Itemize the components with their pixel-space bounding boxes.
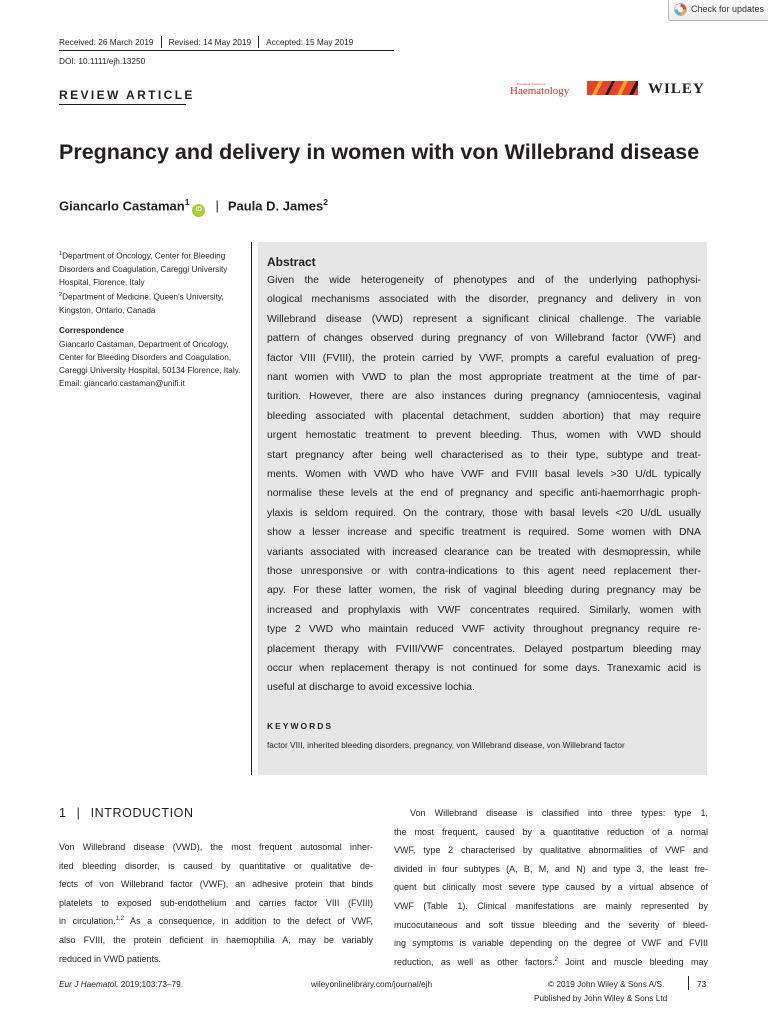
footer-journal: Eur J Haematol. (59, 979, 119, 989)
abstract-line: ological mechanisms associated with the disorder, pregnancy and delivery in von (267, 294, 701, 306)
author-name[interactable]: Paula D. James (227, 198, 324, 214)
correspondence-address: Giancarlo Castaman, Department of Oncology, Center for Bleeding Disorders and Coagulation, Careggi University Hospital, 50134 Florence, Italy. (59, 339, 241, 376)
paragraph-line: reduced in VWD patients. (59, 953, 162, 964)
paragraph-line (394, 957, 708, 975)
abstract-line: those unresponsive or with contra-indications to this agent need replacement ther- (267, 566, 701, 577)
footer-url[interactable]: wileyonlinelibrary.com/journal/ejh (311, 979, 433, 989)
date-divider (161, 36, 162, 48)
abstract-line: ylaxis is seldom required. On the contrary, those with basal levels <20 U/dL usually (267, 507, 701, 519)
affiliation-text: Department of Medicine, Queen's University, Kingston, Ontario, Canada (59, 293, 224, 316)
abstract-line: useful at discharge to avoid excessive lochia. (267, 682, 475, 694)
paragraph-line: Von Willebrand disease (VWD), the most frequent autosomal inher- (59, 842, 373, 852)
journal-logo-subtitle: European Journal of (517, 82, 546, 86)
doi-link[interactable]: DOI: 10.1111/ejh.13250 (59, 56, 146, 66)
abstract-line: placement therapy with FVIII/VWF concentrates. Delayed postpartum bleeding may (267, 643, 701, 655)
paragraph-line: fects of von Willebrand factor (VWF), an adhesive protein that binds (59, 879, 373, 890)
abstract-line: occur when replacement therapy is not continued for some days. Tranexamic acid is (267, 663, 701, 674)
author-separator: | (215, 198, 219, 214)
abstract-line: variants associated with increased clearance can be treated with desmopressin, while (267, 546, 701, 558)
paragraph-text: As a consequence, in addition to the defect of VWF, (123, 916, 373, 927)
abstract-line: Given the wide heterogeneity of phenotypes and of the underlying pathophysi- (267, 275, 701, 286)
paragraph-line: quent but clinically most severe type caused by a virtual absence of (394, 882, 708, 893)
affiliation-marker: 2 (59, 292, 63, 299)
crossmark-icon (674, 3, 687, 16)
affiliation (59, 248, 249, 289)
paragraph-line: VWF, type 2 characterised by qualitative abnormalities of VWF and (394, 845, 708, 856)
check-for-updates-button[interactable] (668, 0, 768, 21)
affiliation (59, 289, 249, 317)
article-type: REVIEW ARTICLE (59, 88, 195, 102)
paragraph-line: divided in four subtypes (A, B, M, and N) and type 3, the least fre- (394, 863, 708, 874)
footer-publisher: Published by John Wiley & Sons Ltd (534, 993, 668, 1003)
publisher-logo: WILEY (648, 81, 705, 97)
abstract-line: factor VIII (FVIII), the protein carried by VWF, prompts a careful evaluation of preg- (267, 352, 701, 364)
footer-volume: 2019;103:73–79. (118, 979, 184, 989)
paragraph-text: in circulation. (59, 916, 116, 927)
paragraph-line: the most frequent, caused by a quantitative reduction of a normal (394, 826, 708, 837)
footer-divider (688, 976, 689, 990)
abstract-heading: Abstract (267, 255, 316, 269)
abstract-line: turition. However, there are also instances during pregnancy (amniocentesis, vaginal (267, 391, 701, 403)
date-divider (258, 36, 259, 48)
accepted-date: Accepted: 15 May 2019 (266, 37, 354, 48)
abstract-line: apy. For these latter women, the risk of vaginal bleeding during pregnancy may be (267, 585, 701, 597)
article-title: Pregnancy and delivery in women with von Willebrand disease (59, 140, 700, 164)
article-type-rule (59, 104, 186, 105)
abstract-line: show a lesser increase and specific treatment is required. Some women with DNA (267, 527, 701, 539)
section-number: 1 (59, 806, 67, 820)
abstract-line: increased and prophylaxis with VWF concentrates required. Similarly, women with (267, 604, 701, 616)
affiliation-text: Department of Oncology, Center for Bleeding Disorders and Coagulation, Careggi University Hospital, Florence, Italy (59, 251, 228, 288)
paragraph-line: mucocutaneous and soft tissue bleeding and the severity of bleed- (394, 919, 708, 930)
author-line (59, 197, 328, 217)
received-date: Received: 26 March 2019 (59, 37, 154, 48)
keywords-list: factor VIII, inherited bleeding disorders, pregnancy, von Willebrand disease, von Willebrand factor (267, 740, 625, 750)
abstract-line: start pregnancy after being well characterised as to their type, subtype and treat- (267, 449, 701, 461)
footer-citation (59, 979, 183, 989)
section-separator: | (76, 806, 81, 820)
page-number: 73 (697, 979, 707, 989)
abstract-line: nant women with VWD to plan the most appropriate treatment at the time of par- (267, 372, 701, 383)
paragraph-text: Joint and muscle bleeding may (557, 956, 708, 967)
section-title: INTRODUCTION (90, 806, 194, 820)
paragraph-line: ing symptoms is variable depending on the degree of VWF and FVIII (394, 938, 708, 949)
paragraph-line: platelets to exposed sub-endothelium and carries factor VIII (FVIII) (59, 897, 373, 908)
society-logo-icon (587, 81, 638, 95)
paragraph-line (59, 916, 373, 934)
affiliation-marker: 1 (59, 251, 63, 257)
journal-logo-name: Haematology (510, 85, 570, 97)
abstract-line: bleeding associated with placental detachment, sudden abortion) that may require (267, 410, 701, 422)
orcid-icon[interactable]: iD (192, 204, 205, 217)
correspondence-email[interactable]: Email: giancarlo.castaman@unifi.it (59, 379, 185, 389)
footer-copyright: © 2019 John Wiley & Sons A/S. (548, 979, 665, 989)
abstract-line: ments. Women with VWD who have VWF and FVIII basal levels >30 U/dL typically (267, 469, 701, 480)
paragraph-line: VWF (Table 1). Clinical manifestations are mainly represented by (394, 901, 708, 911)
abstract-line: urgent hemostatic treatment to prevent bleeding. Thus, women with VWD should (267, 430, 701, 442)
abstract-line: type 2 VWD who maintain reduced VWF activity throughout pregnancy require re- (267, 624, 701, 636)
check-for-updates-label: Check for updates (691, 4, 765, 14)
header-rule (59, 50, 394, 51)
abstract-line: normalise these levels at the end of pregnancy and specific anti-haemorrhagic proph- (267, 488, 701, 500)
correspondence-heading: Correspondence (59, 326, 125, 336)
section-heading (59, 806, 194, 820)
revised-date: Revised: 14 May 2019 (168, 37, 252, 48)
paragraph-line: also FVIII, the protein deficient in haemophilia A, may be variably (59, 935, 373, 945)
article-dates (59, 37, 353, 49)
citation-marker[interactable]: 2 (554, 956, 558, 963)
affiliations (59, 248, 249, 391)
keywords-heading: KEYWORDS (267, 721, 334, 731)
paragraph-line: Von Willebrand disease is classified into three types: type 1, (410, 808, 708, 818)
paragraph-text: reduction, as well as other factors. (394, 956, 555, 967)
author-affiliation-marker: 1 (184, 197, 190, 207)
journal-logo (510, 80, 574, 100)
abstract-rule (251, 242, 252, 775)
author-affiliation-marker: 2 (323, 197, 328, 207)
abstract-line: Willebrand disease (VWD) represent a significant clinical challenge. The variable (267, 313, 701, 325)
author-name[interactable]: Giancarlo Castaman (59, 198, 185, 214)
abstract-line: pattern of changes observed during pregnancy of von Willebrand factor (VWF) and (267, 333, 701, 345)
citation-marker[interactable]: 1,2 (115, 916, 124, 923)
paragraph-line: ited bleeding disorder, is caused by quantitative or qualitative de- (59, 860, 373, 871)
